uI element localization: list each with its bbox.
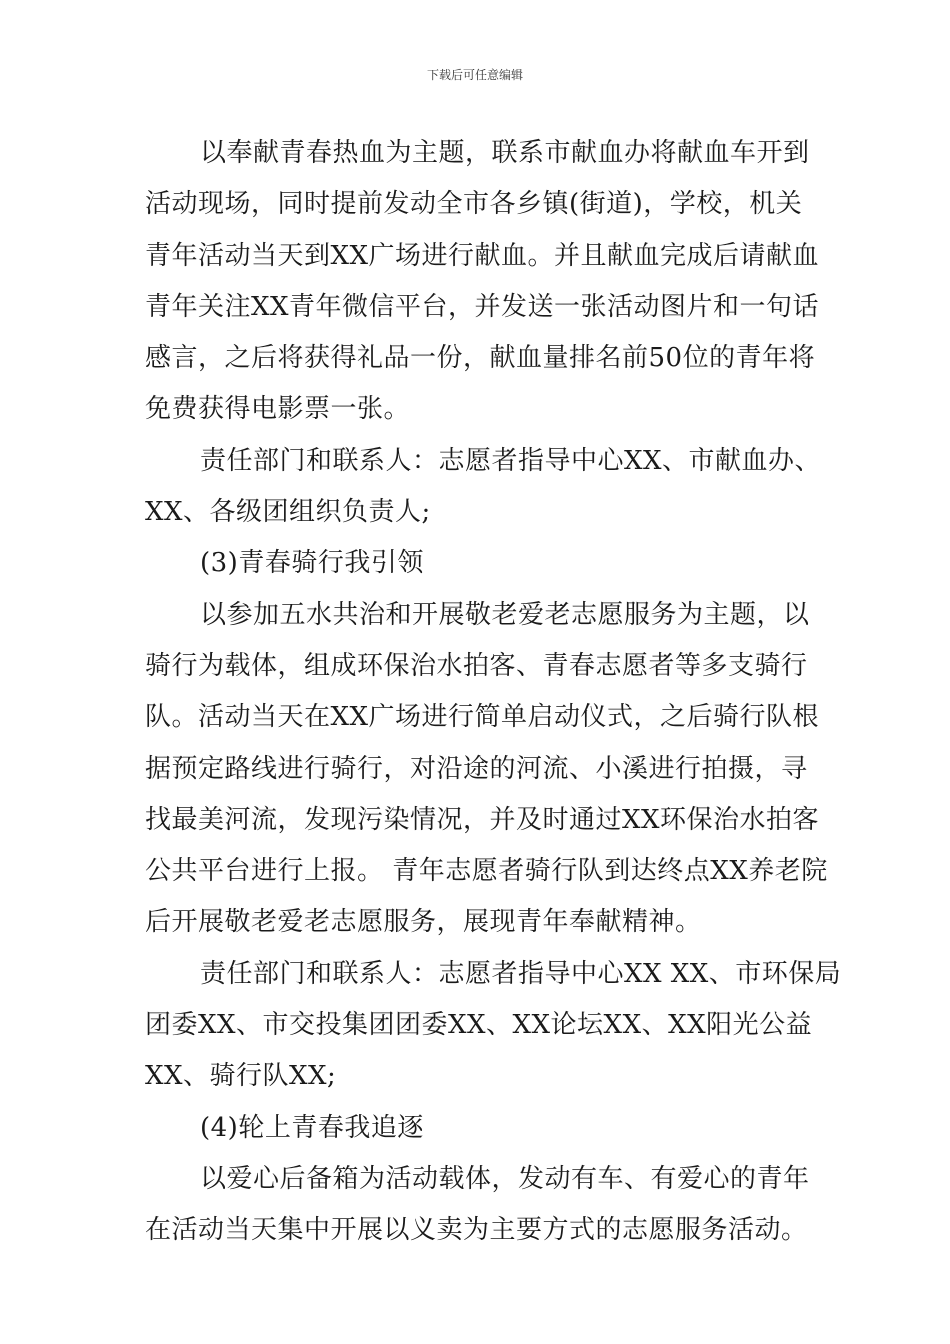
- text-line: 责任部门和联系人：志愿者指导中心XX、市献血办、: [200, 445, 822, 476]
- text-line: 骑行为载体，组成环保治水拍客、青春志愿者等多支骑行: [145, 650, 808, 681]
- paragraph-charity-trunk: [145, 1154, 815, 1257]
- text-line: 免费获得电影票一张。: [145, 394, 411, 425]
- text-line: 责任部门和联系人：志愿者指导中心XX XX、市环保局: [200, 958, 842, 989]
- text-line: 青年活动当天到XX广场进行献血。并且献血完成后请献血: [145, 240, 820, 271]
- page-header: 下载后可任意编辑: [426, 68, 523, 82]
- paragraph-blood-donation: [145, 128, 820, 436]
- text-line: 公共平台进行上报。 青年志愿者骑行队到达终点XX养老院: [145, 856, 828, 887]
- paragraph-responsible-1: [145, 436, 822, 539]
- text-line: (4)轮上青春我追逐: [200, 1112, 424, 1143]
- text-line: 青年关注XX青年微信平台，并发送一张活动图片和一句话: [145, 291, 820, 322]
- text-line: 队。活动当天在XX广场进行简单启动仪式，之后骑行队根: [145, 702, 820, 733]
- section-heading-4: [145, 1103, 815, 1154]
- text-line: 以奉献青春热血为主题，联系市献血办将献血车开到: [200, 138, 810, 168]
- text-line: 活动现场，同时提前发动全市各乡镇(街道)，学校，机关: [145, 189, 803, 220]
- text-line: 团委XX、市交投集团团委XX、XX论坛XX、XX阳光公益: [145, 1010, 813, 1041]
- text-line: 据预定路线进行骑行，对沿途的河流、小溪进行拍摄，寻: [145, 753, 808, 784]
- text-line: 以参加五水共治和开展敬老爱老志愿服务为主题，以: [200, 599, 810, 630]
- document-body: [145, 128, 842, 1257]
- text-line: 以爱心后备箱为活动载体，发动有车、有爱心的青年: [200, 1163, 810, 1194]
- section-heading-3: [145, 538, 815, 589]
- text-line: 找最美河流，发现污染情况，并及时通过XX环保治水拍客: [145, 804, 820, 835]
- text-line: XX、骑行队XX;: [145, 1061, 337, 1092]
- text-line: (3)青春骑行我引领: [200, 548, 424, 579]
- paragraph-cycling: [145, 590, 828, 949]
- text-line: 感言，之后将获得礼品一份，献血量排名前50位的青年将: [145, 343, 816, 374]
- text-line: XX、各级团组织负责人;: [145, 497, 431, 528]
- text-line: 后开展敬老爱老志愿服务，展现青年奉献精神。: [145, 907, 702, 938]
- text-line: 在活动当天集中开展以义卖为主要方式的志愿服务活动。: [145, 1215, 808, 1246]
- paragraph-responsible-2: [145, 949, 842, 1103]
